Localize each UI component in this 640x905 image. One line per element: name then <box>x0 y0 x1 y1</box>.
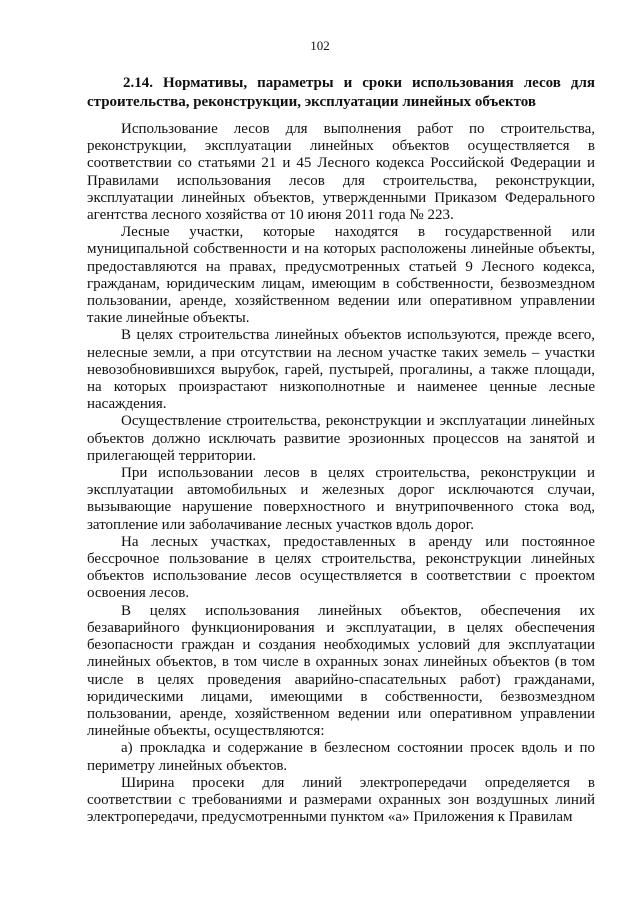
paragraph: Осуществление строительства, реконструкции и эксплуатации линейных объектов должно исключать развитие эрозионных процессов на занятой и прилегающей территории. <box>87 413 595 464</box>
page-number: 102 <box>310 38 330 53</box>
paragraph: На лесных участках, предоставленных в аренду или постоянное бессрочное пользование в целях строительства, реконструкции линейных объектов использование лесов осуществляется в соответствии с проектом освоения лесов. <box>87 533 595 602</box>
paragraph: В целях строительства линейных объектов используются, прежде всего, нелесные земли, а при отсутствии на лесном участке таких земель – участки невозобновившихся вырубок, гарей, пустырей, прогалины, а также площади, на которых произрастают низкополнотные и наименее ценные лесные насаждения. <box>87 327 595 413</box>
paragraph: Ширина просеки для линий электропередачи определяется в соответствии с требованиями и размерами охранных зон воздушных линий электропередачи, предусмотренными пунктом «а» Приложения к Правилам <box>87 774 595 826</box>
paragraph: Лесные участки, которые находятся в государственной или муниципальной собственности и на которых расположены линейные объекты, предоставляются на правах, предусмотренных статьей 9 Лесного кодекса, гражданам, юридическим лицам, имеющим в собственности, безвозмездном пользовании, аренде, хозяйственном ведении или оперативном управлении такие линейные объекты. <box>87 224 595 327</box>
paragraph: При использовании лесов в целях строительства, реконструкции и эксплуатации автомобильных и железных дорог исключаются случаи, вызывающие нарушение поверхностного и внутрипочвенного стока вод, затопление или заболачивание лесных участков вдоль дорог. <box>87 465 595 533</box>
section-heading: 2.14. Нормативы, параметры и сроки использования лесов для строительства, реконструкции, эксплуатации линейных объектов <box>87 75 595 110</box>
body-text <box>87 121 595 826</box>
paragraph: а) прокладка и содержание в безлесном состоянии просек вдоль и по периметру линейных объектов. <box>87 740 595 774</box>
paragraph: Использование лесов для выполнения работ по строительства, реконструкции, эксплуатации линейных объектов осуществляется в соответствии со статьями 21 и 45 Лесного кодекса Российской Федерации и Правилами использования лесов для строительства, реконструкции, эксплуатации линейных объектов, утвержденными Приказом Федерального агентства лесного хозяйства от 10 июня 2011 года № 223. <box>87 121 595 224</box>
paragraph: В целях использования линейных объектов, обеспечения их безаварийного функционирования и эксплуатации, в целях обеспечения безопасности граждан и создания необходимых условий для эксплуатации линейных объектов, в том числе в охранных зонах линейных объектов (в том числе в целях проведения аварийно-спасательных работ) гражданами, юридическими лицами, имеющими в собственности, безвозмездном пользовании, аренде, хозяйственном ведении или оперативном управлении линейные объекты, осуществляются: <box>87 602 595 740</box>
